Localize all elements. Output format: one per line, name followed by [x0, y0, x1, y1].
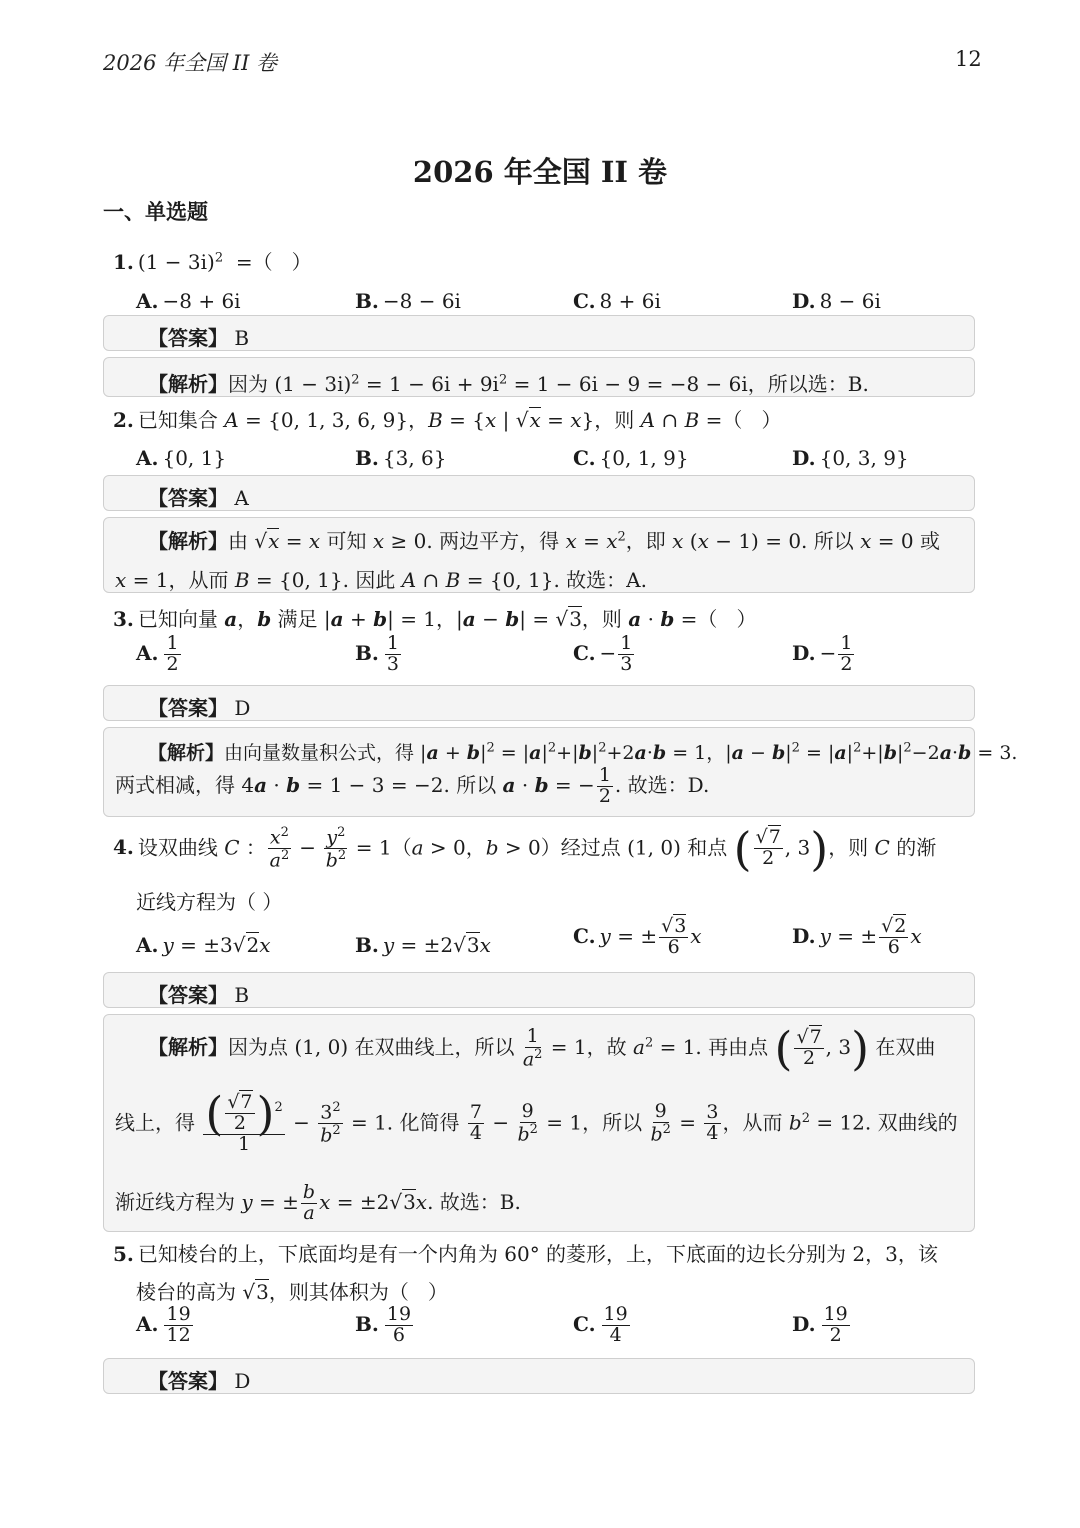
- q5-option-d: D. $\frac{19}{2}$: [792, 1303, 848, 1346]
- q5-answer-box: 【答案】 D: [103, 1358, 975, 1394]
- page-title: 2026 年全国 II 卷: [412, 155, 668, 189]
- q3-option-d: D. − $\frac{1}{2}$: [792, 632, 853, 675]
- q1-answer: B: [234, 326, 250, 350]
- question-5-line2: 棱台的高为 √3，则其体积为（ ）: [136, 1280, 448, 1304]
- q5-option-a: A. $\frac{19}{12}$: [136, 1303, 191, 1346]
- question-3: 3. 已知向量 a，b 满足 |a + b| = 1，|a − b| = √3，则 a · b =（ ）: [113, 607, 757, 631]
- question-4-line2: 近线方程为（ ）: [136, 890, 283, 914]
- q2-option-b: B. {3, 6}: [355, 446, 447, 470]
- q1-analysis-box: 【解析】因为 $(1 - 3i)^2 = 1 - 6i + 9i^2 = 1 - 6i - 9 = -8 - 6i$，所以选：B.: [103, 357, 975, 397]
- q3-option-c: C. − $\frac{1}{3}$: [573, 632, 633, 675]
- q3-option-b: B. $\frac{1}{3}$: [355, 632, 399, 675]
- q1-option-a: A. −8 + 6i: [136, 289, 241, 313]
- q1-option-b: B. −8 − 6i: [355, 289, 461, 313]
- q2-answer: A: [234, 486, 249, 510]
- q3-answer-box: 【答案】 D: [103, 685, 975, 721]
- answer-label: 【答案】: [148, 326, 228, 350]
- q2-option-d: D. {0, 3, 9}: [792, 446, 909, 470]
- q4-option-a: A. y = ±3√2x: [136, 933, 271, 957]
- question-4: 4. 设双曲线 C ： $\frac{x^2}{a^2}$ − $\frac{y^2}{b^2}$ = 1（a > 0，b > 0）经过点 (1, 0) 和点 ( $\frac{√7}{2}$ , 3)，则 C 的渐: [113, 821, 937, 876]
- q2-option-a: A. {0, 1}: [136, 446, 227, 470]
- q4-option-b: B. y = ±2√3x: [355, 933, 491, 957]
- q1-answer-box: [103, 315, 975, 351]
- q3-answer: D: [234, 696, 251, 720]
- q2-option-c: C. {0, 1, 9}: [573, 446, 689, 470]
- q4-answer: B: [234, 983, 250, 1007]
- q5-answer: D: [234, 1369, 251, 1393]
- analysis-label: 【解析】: [148, 372, 228, 396]
- q5-option-c: C. $\frac{19}{4}$: [573, 1303, 628, 1346]
- question-5: 5. 已知棱台的上，下底面均是有一个内角为 60° 的菱形，上，下底面的边长分别为 2，3，该: [113, 1242, 938, 1266]
- q4-analysis-box: 【解析】因为点 (1, 0) 在双曲线上，所以 $\frac{1}{a^2}$ = 1，故 $a^2 = 1$. 再由点 ( $\frac{√7}{2}$ , 3) 在双曲 线上，得 ( $\frac{√7}{2}$ )$^2$ 1 − $\frac{3^2}{b^2}$ = 1. 化简得 $\frac{7}{4}$ − $\frac{9}{b^2}$ = 1，所以 $\frac{9}{b^2}$ = $\frac{3}{4}$ ，从而 $b^2 = 12$. 双曲线的 渐近线方程为 y = ± $\frac{b}{a}$ x = ±2√3x. 故选：B.: [103, 1014, 975, 1232]
- q4-option-d: D. y = ± $\frac{√2}{6}$ x: [792, 915, 922, 958]
- running-header: 2026 年全国 II 卷: [103, 51, 278, 75]
- q1-option-c: C. 8 + 6i: [573, 289, 661, 313]
- q3-option-a: A. $\frac{1}{2}$: [136, 632, 179, 675]
- question-2: 2. 已知集合 A = {0, 1, 3, 6, 9}，B = {x | √x = x}，则 A ∩ B =（ ）: [113, 408, 782, 432]
- section-heading: 一、单选题: [103, 199, 208, 224]
- q3-analysis-box: 【解析】由向量数量积公式，得 $|a + b|^2 = |a|^2+|b|^2+2a\cdot b = 1$，$|a - b|^2 = |a|^2+|b|^2-2a\cdot b = 3$. 两式相减，得 4a · b = 1 − 3 = −2. 所以 a · b = − $\frac{1}{2}$ . 故选：D.: [103, 727, 975, 817]
- q1-option-d: D. 8 − 6i: [792, 289, 881, 313]
- page-number: 12: [955, 47, 982, 71]
- question-number: 1.: [113, 250, 134, 274]
- q4-option-c: C. y = ± $\frac{√3}{6}$ x: [573, 915, 702, 958]
- q2-analysis-box: 【解析】由 √x = x 可知 x ≥ 0. 两边平方，得 $x = x^2$，即 x (x − 1) = 0. 所以 x = 0 或 x = 1，从而 B = {0, 1}. 因此 A ∩ B = {0, 1}. 故选：A.: [103, 517, 975, 593]
- q2-answer-box: 【答案】 A: [103, 475, 975, 511]
- question-1: 1. $(1 - 3i)^2$ =（ ）: [113, 250, 312, 274]
- q5-option-b: B. $\frac{19}{6}$: [355, 1303, 412, 1346]
- q4-answer-box: 【答案】 B: [103, 972, 975, 1008]
